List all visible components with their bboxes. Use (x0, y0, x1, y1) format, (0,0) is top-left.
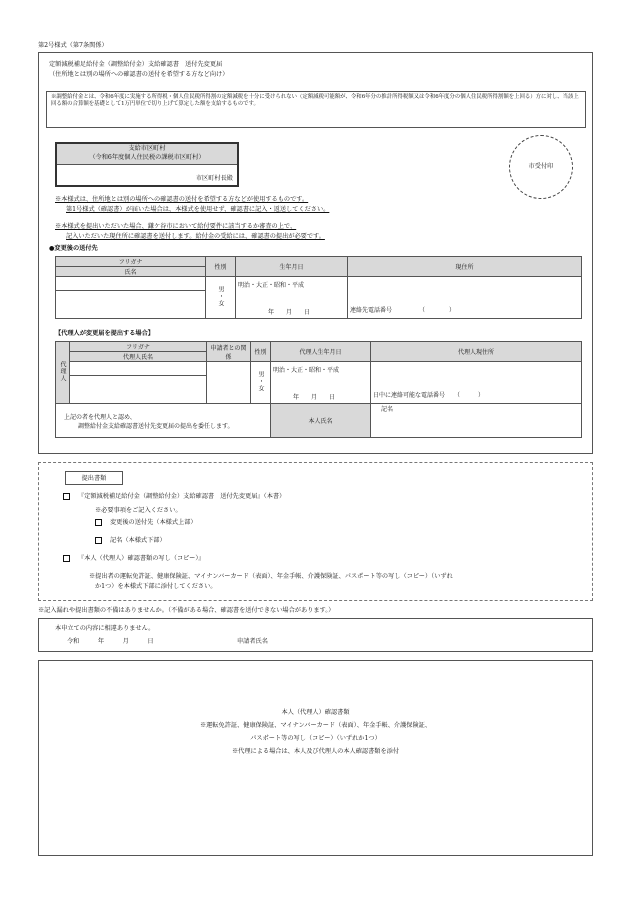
id-attachment-title: 本人（代理人）確認書類 (281, 709, 350, 716)
form-subtitle: （住所地とは別の場所への確認書の送付を希望する方など向け） (49, 71, 229, 78)
t1-name-header: 氏名 (56, 267, 206, 277)
note-2a: ※本様式を提出いただいた場合、鎌ケ谷市において給付要件に該当するか審査の上で、 (55, 223, 297, 230)
id-attachment-line3: ※代理による場合は、本人及び代理人の本人確認書類を添付 (231, 748, 400, 755)
doc-item-1-checkbox[interactable] (63, 493, 70, 500)
addressee-box (55, 142, 239, 187)
doc-sub-2: 記名（本様式下部） (95, 537, 166, 545)
documents-heading: 提出書類 (65, 471, 123, 485)
t2-principal-input[interactable]: 記名 (371, 404, 582, 438)
notice-text: ※調整給付金とは、令和6年度に実施する所得税・個人住民税所得割の定額減税を十分に受けられない（定額減税可能額が、令和6年分の推計所得税額又は令和6年度分の個人住民税所得割額を上回る）方に対し、当該上回る額の合算額を基礎として1万円単位で切り上げて算定した額を支給するものです。 (51, 94, 579, 107)
new-address-table (55, 256, 582, 319)
section-proxy: 【代理人が変更届を提出する場合】 (55, 330, 154, 337)
proxy-table (55, 341, 582, 438)
t2-principal-label: 本人氏名 (271, 404, 371, 438)
addressee-line1: 支給市区町村 (128, 145, 166, 152)
t1-dob-input[interactable]: 明治・大正・昭和・平成 年 月 日 (236, 277, 348, 319)
addressee-line2: （令和6年度個人住民税の課税市区町村） (89, 154, 205, 161)
doc-item-2: 『本人（代理人）確認書類の写し（コピー）』 (63, 555, 205, 563)
doc-item-1: 『定額減税補足給付金（調整給付金）支給確認書 送付先変更届』（本書） (63, 493, 285, 501)
t2-furigana-input[interactable] (70, 362, 207, 376)
id-attachment-line2: パスポート等の写し（コピー）（いずれか1つ） (250, 735, 381, 742)
main-form-frame (38, 52, 593, 454)
note-1a: ※本様式は、住所地とは別の場所への確認書の送付を希望する方などが使用するものです。 (55, 196, 309, 203)
reception-stamp-label: 市受付印 (528, 163, 554, 170)
id-attachment-area[interactable] (38, 660, 593, 856)
confirmation-statement: 本申立ての内容に相違ありません。 (55, 625, 155, 632)
t1-address-header: 現住所 (348, 257, 582, 277)
doc-item-2-note1: ※提出者の運転免許証、健康保険証、マイナンバーカード（表面）、年金手帳、介護保険証、パスポート等の写し（コピー）（いずれ (89, 573, 453, 580)
doc-item-2-note2: か1つ）を本様式下部に添付してください。 (95, 583, 217, 590)
t1-furigana-input[interactable] (56, 277, 206, 291)
notice-box (46, 91, 586, 128)
doc-item-1-note: ※必要事項をご記入ください。 (95, 507, 182, 514)
doc-sub-1: 変更後の送付先（本様式上部） (95, 519, 197, 527)
addressee-line3: 市区町村長殿 (195, 175, 233, 182)
doc-item-2-checkbox[interactable] (63, 555, 70, 562)
t2-sex-select[interactable]: 男・女 (251, 362, 271, 404)
t1-dob-header: 生年月日 (236, 257, 348, 277)
doc-sub-1-checkbox[interactable] (95, 519, 102, 526)
t2-dob-header: 代理人生年月日 (271, 342, 371, 362)
t1-sex-select[interactable]: 男・女 (206, 277, 236, 319)
t2-sex-header: 性別 (251, 342, 271, 362)
warning-text: ※記入漏れや提出書類の不備はありませんか。（不備がある場合、確認書を送付できない場合があります。） (38, 607, 335, 614)
form-number: 第2号様式（第7条関係） (38, 42, 108, 49)
note-1b: 第1号様式（確認書）が届いた場合は、本様式を使用せず、確認書に記入・返送してください。 (66, 206, 330, 213)
t2-name-header: 代理人氏名 (70, 352, 207, 362)
t2-name-input[interactable] (70, 376, 207, 404)
t2-dob-input[interactable]: 明治・大正・昭和・平成 年 月 日 (271, 362, 371, 404)
confirmation-box (38, 618, 593, 652)
t1-name-input[interactable] (56, 291, 206, 319)
t1-address-input[interactable]: 連絡先電話番号 （ ） (348, 277, 582, 319)
t1-furigana-header: フリガナ (56, 257, 206, 267)
form-title: 定額減税補足給付金（調整給付金）支給確認書 送付先変更届 (49, 61, 223, 68)
t2-address-header: 代理人現住所 (371, 342, 582, 362)
t2-entrust-text: 上記の者を代理人と認め、 調整給付金支給確認書送付先変更届の提出を委任します。 (56, 404, 271, 438)
section-new-address: ●変更後の送付先 (49, 245, 98, 252)
confirmation-applicant[interactable]: 申請者氏名 (237, 638, 268, 645)
documents-frame (38, 462, 593, 601)
id-attachment-line1: ※運転免許証、健康保険証、マイナンバーカード（表面）、年金手帳、介護保険証、 (199, 722, 432, 729)
reception-stamp-circle (509, 135, 573, 199)
t1-sex-header: 性別 (206, 257, 236, 277)
t2-relation-header: 申請者との関係 (207, 342, 251, 362)
note-2b: 記入いただいた現住所に確認書を送付します。給付金の受給には、確認書の提出が必要です。 (66, 233, 325, 240)
confirmation-date[interactable]: 令和 年 月 日 (67, 638, 154, 645)
t2-address-input[interactable]: 日中に連絡可能な電話番号 （ ） (371, 362, 582, 404)
doc-sub-2-checkbox[interactable] (95, 537, 102, 544)
t2-side-label: 代理人 (56, 342, 70, 404)
t2-furigana-header: フリガナ (70, 342, 207, 352)
t2-relation-input[interactable] (207, 362, 251, 404)
